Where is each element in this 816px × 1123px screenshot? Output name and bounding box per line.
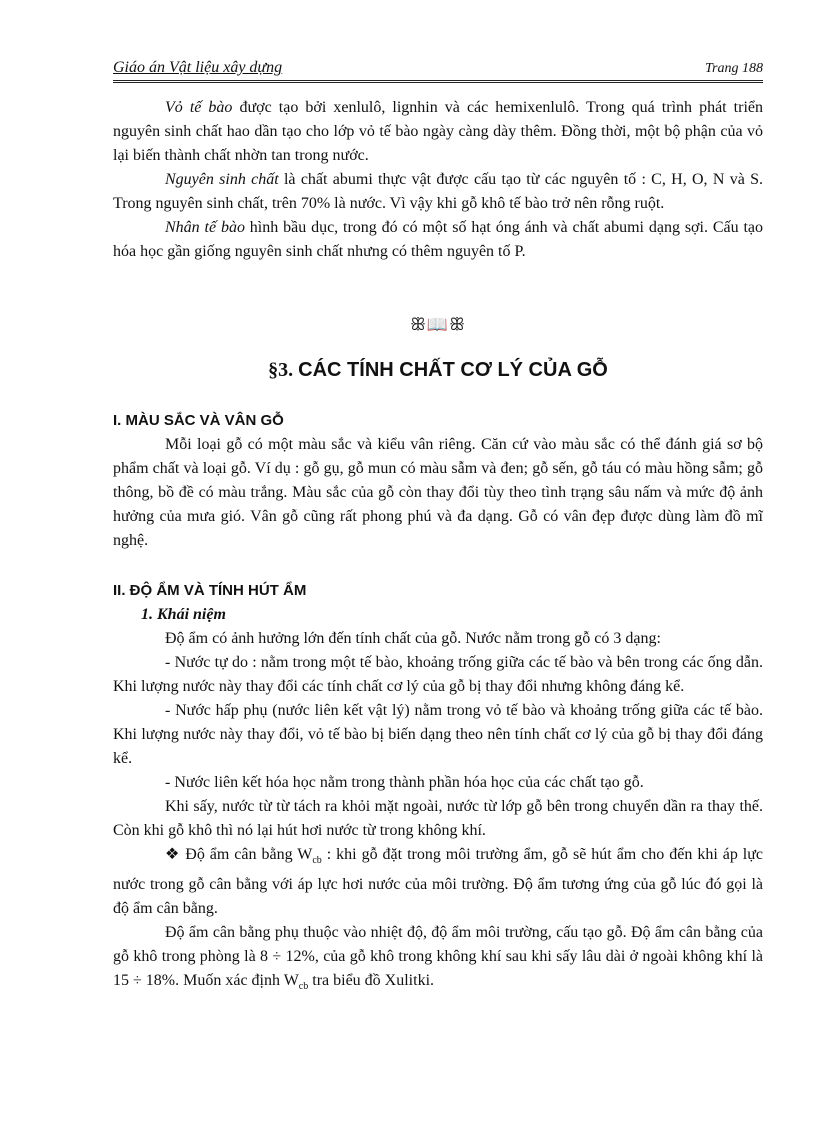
- list-item-adsorbed-water: - Nước hấp phụ (nước liên kết vật lý) nằm trong vỏ tế bào và khoảng trống giữa các tế bào. Khi lượng nước này thay đổi, vỏ tế bào bị biến dạng theo nên tính chất cơ lý của gỗ bị thay đổi đáng kể.: [113, 702, 763, 767]
- equilibrium-text-a: Độ ẩm cân bằng W: [180, 846, 313, 863]
- paragraph-equilibrium-values: [113, 921, 763, 999]
- values-text-b: tra biểu đồ Xulitki.: [308, 972, 435, 990]
- paragraph-protoplasm: [113, 168, 763, 216]
- paragraph-cell-wall: [113, 96, 763, 168]
- subheading-concept: 1. Khái niệm: [141, 606, 226, 623]
- section-title: [113, 359, 763, 389]
- page-header: [113, 52, 763, 83]
- paragraph-equilibrium-moisture: [113, 843, 763, 921]
- text-protoplasm: là chất abumi thực vật được cấu tạo từ các nguyên tố : C, H, O, N và S. Trong nguyên sinh chất, trên 70% là nước. Vì vậy khi gỗ khô tế bào trở nên rỗng ruột.: [113, 171, 764, 212]
- page-content: [113, 96, 763, 999]
- term-nucleus: Nhân tế bào: [165, 219, 245, 236]
- paragraph-drying: Khi sấy, nước từ từ tách ra khỏi mặt ngoài, nước từ lớp gỗ bên trong chuyển dần ra thay thế. Còn khi gỗ khô thì nó lại hút hơi nước từ trong không khí.: [113, 798, 763, 839]
- paragraph-nucleus: [113, 216, 763, 264]
- section-number: §3.: [268, 359, 299, 381]
- term-protoplasm: Nguyên sinh chất: [165, 171, 279, 188]
- term-cell-wall: Vỏ tế bào: [165, 99, 233, 116]
- header-page-number: Trang 188: [705, 61, 763, 76]
- text-nucleus: hình bầu dục, trong đó có một số hạt óng ánh và chất abumi dạng sợi. Cấu tạo hóa học gần giống nguyên sinh chất nhưng có thêm nguyên tố P.: [113, 219, 763, 260]
- heading-color-grain: I. MÀU SẮC VÀ VÂN GỖ: [113, 412, 284, 429]
- paragraph-color-grain: Mỗi loại gỗ có một màu sắc và kiểu vân riêng. Căn cứ vào màu sắc có thể đánh giá sơ bộ phẩm chất và loại gỗ. Ví dụ : gỗ gụ, gỗ mun có màu sẫm và đen; gỗ sến, gỗ táu có màu hồng sẫm; gỗ thông, bồ đề có màu trắng. Màu sắc của gỗ còn thay đổi tùy theo tình trạng sâu nấm và mức độ ảnh hưởng của mưa gió. Vân gỗ cũng rất phong phú và đa dạng. Gỗ có vân đẹp được dùng làm đồ mĩ nghệ.: [113, 436, 763, 549]
- text-cell-wall: được tạo bởi xenlulô, lignhin và các hemixenlulô. Trong quá trình phát triển nguyên sinh chất hao dần tạo cho lớp vỏ tế bào ngày càng dày thêm. Đồng thời, một bộ phận của vỏ lại biến thành chất nhờn tan trong nước.: [113, 99, 763, 164]
- heading-moisture: II. ĐỘ ẨM VÀ TÍNH HÚT ẨM: [113, 582, 307, 599]
- values-text-a: Độ ẩm cân bằng phụ thuộc vào nhiệt độ, độ ẩm môi trường, cấu tạo gỗ. Độ ẩm cân bằng của gỗ khô trong phòng là 8 ÷ 12%, của gỗ khô trong không khí sau khi sấy lâu dài ở ngoài không khí là 15 ÷ 18%. Muốn xác định W: [113, 924, 763, 990]
- values-subscript: cb: [298, 981, 309, 993]
- equilibrium-text-b: : khi gỗ đặt trong môi trường ẩm, gỗ sẽ hút ẩm cho đến khi áp lực nước trong gỗ cân bằng với áp lực hơi nước của môi trường. Độ ẩm tương ứng của gỗ lúc đó gọi là độ ẩm cân bằng.: [113, 846, 764, 918]
- list-item-bound-water: - Nước liên kết hóa học nằm trong thành phần hóa học của các chất tạo gỗ.: [165, 774, 644, 791]
- book-ornament-icon: ꕥ📖ꕥ: [410, 315, 466, 334]
- diamond-bullet-icon: ❖: [165, 846, 181, 863]
- section-title-text: CÁC TÍNH CHẤT CƠ LÝ CỦA GỖ: [298, 359, 608, 381]
- equilibrium-subscript: cb: [312, 855, 322, 867]
- list-item-free-water: - Nước tự do : nằm trong một tế bào, khoảng trống giữa các tế bào và bên trong các ống dẫn. Khi lượng nước này thay đổi các tính chất cơ lý của gỗ bị thay đổi nhưng không đáng kể.: [113, 654, 763, 695]
- header-title: Giáo án Vật liệu xây dựng: [113, 59, 283, 76]
- paragraph-moisture-intro: Độ ẩm có ảnh hưởng lớn đến tính chất của gỗ. Nước nằm trong gỗ có 3 dạng:: [165, 630, 661, 647]
